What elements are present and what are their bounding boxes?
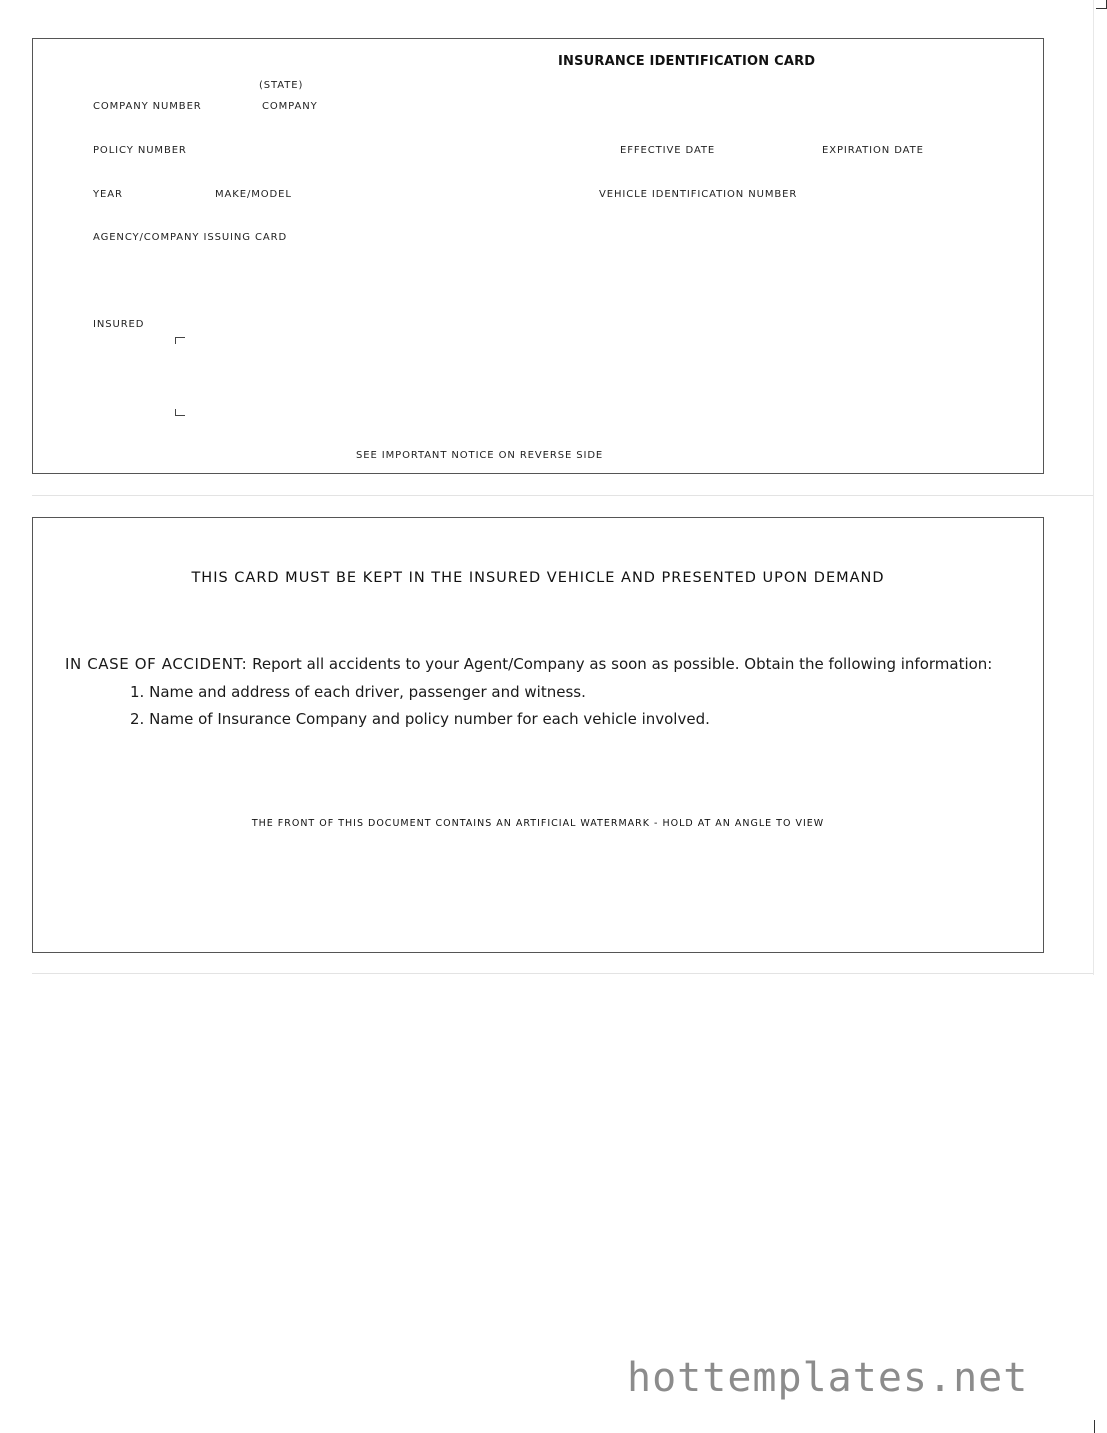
insured-label: INSURED — [93, 319, 145, 330]
back-card — [32, 517, 1044, 953]
cut-line-2 — [32, 973, 1093, 974]
corner-mark-bottom — [1094, 1420, 1095, 1433]
card-title: INSURANCE IDENTIFICATION CARD — [558, 54, 816, 69]
list-item — [130, 683, 586, 701]
item-number: 2. — [130, 710, 145, 728]
accident-lead: IN CASE OF ACCIDENT: — [65, 655, 248, 673]
watermark-note: THE FRONT OF THIS DOCUMENT CONTAINS AN ARTIFICIAL WATERMARK - HOLD AT AN ANGLE TO VIEW — [251, 818, 825, 829]
accident-text: Report all accidents to your Agent/Company as soon as possible. Obtain the following information: — [252, 655, 993, 673]
front-card — [32, 38, 1044, 474]
item-text: Name of Insurance Company and policy number for each vehicle involved. — [149, 710, 710, 728]
list-item — [130, 710, 710, 728]
keep-card-notice: THIS CARD MUST BE KEPT IN THE INSURED VEHICLE AND PRESENTED UPON DEMAND — [191, 570, 885, 586]
reverse-notice: SEE IMPORTANT NOTICE ON REVERSE SIDE — [356, 450, 604, 461]
state-label: (STATE) — [259, 80, 304, 91]
brand-watermark: hottemplates.net — [627, 1355, 1029, 1401]
corner-mark-top — [1096, 0, 1107, 9]
effective-date-label: EFFECTIVE DATE — [620, 145, 716, 156]
accident-instructions — [65, 655, 992, 673]
agency-label: AGENCY/COMPANY ISSUING CARD — [93, 232, 288, 243]
cut-line-1 — [32, 495, 1093, 496]
year-label: YEAR — [93, 189, 123, 200]
address-bracket-bottom — [175, 409, 185, 416]
policy-number-label: POLICY NUMBER — [93, 145, 187, 156]
expiration-date-label: EXPIRATION DATE — [822, 145, 924, 156]
company-label: COMPANY — [262, 101, 318, 112]
item-number: 1. — [130, 683, 145, 701]
vin-label: VEHICLE IDENTIFICATION NUMBER — [599, 189, 798, 200]
make-model-label: MAKE/MODEL — [215, 189, 292, 200]
address-bracket-top — [175, 337, 185, 344]
company-number-label: COMPANY NUMBER — [93, 101, 202, 112]
page-edge-line — [1093, 0, 1094, 975]
item-text: Name and address of each driver, passenger and witness. — [149, 683, 586, 701]
